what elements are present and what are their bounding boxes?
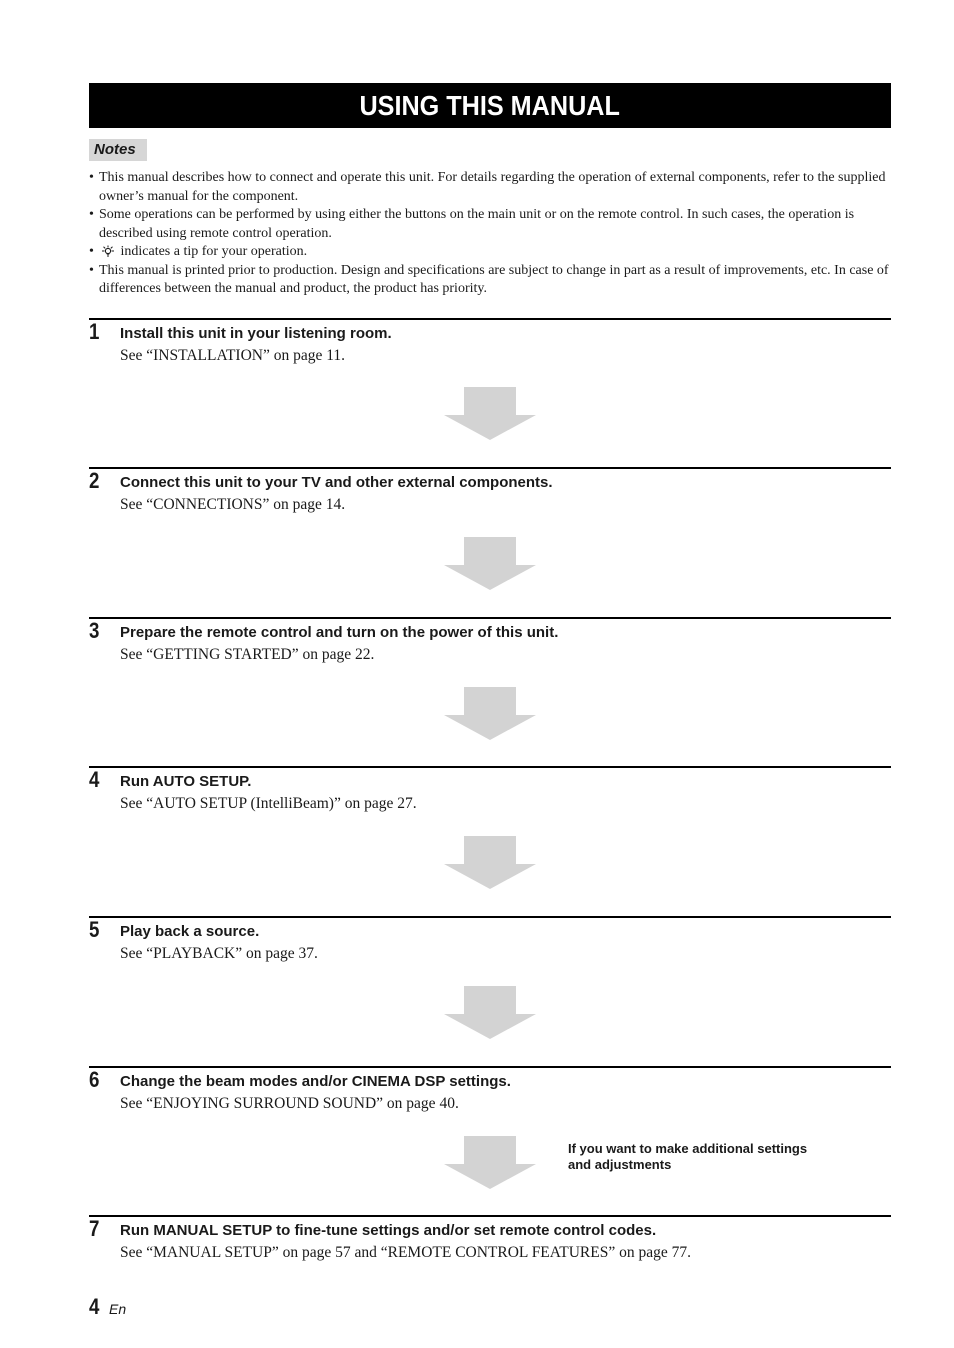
note-item <box>89 262 891 299</box>
step-2 <box>89 467 891 513</box>
note-text: Some operations can be performed by using either the buttons on the main unit or on the remote control. In such cases, the operation is described using remote control operation. <box>99 207 855 241</box>
page-title-bar <box>89 83 891 128</box>
note-item <box>89 169 891 206</box>
bullet: • <box>89 207 94 222</box>
note-item <box>89 243 891 262</box>
down-arrow-icon <box>444 387 536 440</box>
step-number: 2 <box>89 468 100 493</box>
step-reference: See “ENJOYING SURROUND SOUND” on page 40. <box>120 1095 459 1112</box>
lightbulb-tip-icon <box>99 245 117 257</box>
step-heading: Install this unit in your listening room. <box>120 325 392 342</box>
step-3 <box>89 617 891 663</box>
side-note-line: and adjustments <box>568 1157 672 1172</box>
step-4 <box>89 766 891 812</box>
step-heading: Play back a source. <box>120 923 260 940</box>
down-arrow-icon <box>444 1136 536 1189</box>
step-divider <box>89 766 891 768</box>
step-7 <box>89 1215 891 1261</box>
step-reference: See “INSTALLATION” on page 11. <box>120 347 346 364</box>
step-reference: See “GETTING STARTED” on page 22. <box>120 646 375 663</box>
step-number: 7 <box>89 1216 100 1241</box>
step-divider <box>89 617 891 619</box>
bullet: • <box>89 262 94 278</box>
step-reference: See “AUTO SETUP (IntelliBeam)” on page 27. <box>120 795 417 812</box>
step-heading: Run MANUAL SETUP to fine-tune settings and/or set remote control codes. <box>120 1222 657 1239</box>
note-item <box>89 206 891 243</box>
bullet: • <box>89 170 94 185</box>
step-number: 3 <box>89 618 100 643</box>
step-reference: See “PLAYBACK” on page 37. <box>120 945 318 962</box>
side-note-line: If you want to make additional settings <box>568 1141 808 1156</box>
down-arrow-icon <box>444 537 536 590</box>
step-6 <box>89 1066 891 1112</box>
step-number: 6 <box>89 1067 100 1092</box>
side-note <box>568 1141 848 1173</box>
step-heading: Connect this unit to your TV and other external components. <box>120 474 553 491</box>
bullet: • <box>89 244 94 259</box>
note-text: This manual describes how to connect and operate this unit. For details regarding the operation of external components, refer to the supplied owner’s manual for the component. <box>99 170 886 204</box>
notes-list <box>89 169 891 299</box>
step-number: 4 <box>89 767 100 792</box>
step-number: 1 <box>89 319 100 344</box>
step-divider <box>89 1066 891 1068</box>
notes-label: Notes <box>89 139 147 161</box>
down-arrow-icon <box>444 687 536 740</box>
page-title: USING THIS MANUAL <box>359 89 621 121</box>
page-number: 4 <box>89 1294 100 1319</box>
down-arrow-icon <box>444 986 536 1039</box>
step-heading: Prepare the remote control and turn on the power of this unit. <box>120 624 559 641</box>
step-divider <box>89 318 891 320</box>
step-heading: Change the beam modes and/or CINEMA DSP settings. <box>120 1073 511 1090</box>
step-1 <box>89 318 891 364</box>
step-number: 5 <box>89 917 100 942</box>
down-arrow-icon <box>444 836 536 889</box>
step-heading: Run AUTO SETUP. <box>120 773 252 790</box>
step-divider <box>89 467 891 469</box>
step-5 <box>89 916 891 962</box>
note-text: This manual is printed prior to production. Design and specifications are subject to change in part as a result of improvements, etc. In case of differences between the manual and product, the product has priority. <box>99 262 889 296</box>
step-divider <box>89 1215 891 1217</box>
step-divider <box>89 916 891 918</box>
note-text: indicates a tip for your operation. <box>120 244 308 259</box>
step-reference: See “MANUAL SETUP” on page 57 and “REMOTE CONTROL FEATURES” on page 77. <box>120 1244 691 1261</box>
step-reference: See “CONNECTIONS” on page 14. <box>120 496 346 513</box>
page-language: En <box>109 1301 127 1317</box>
